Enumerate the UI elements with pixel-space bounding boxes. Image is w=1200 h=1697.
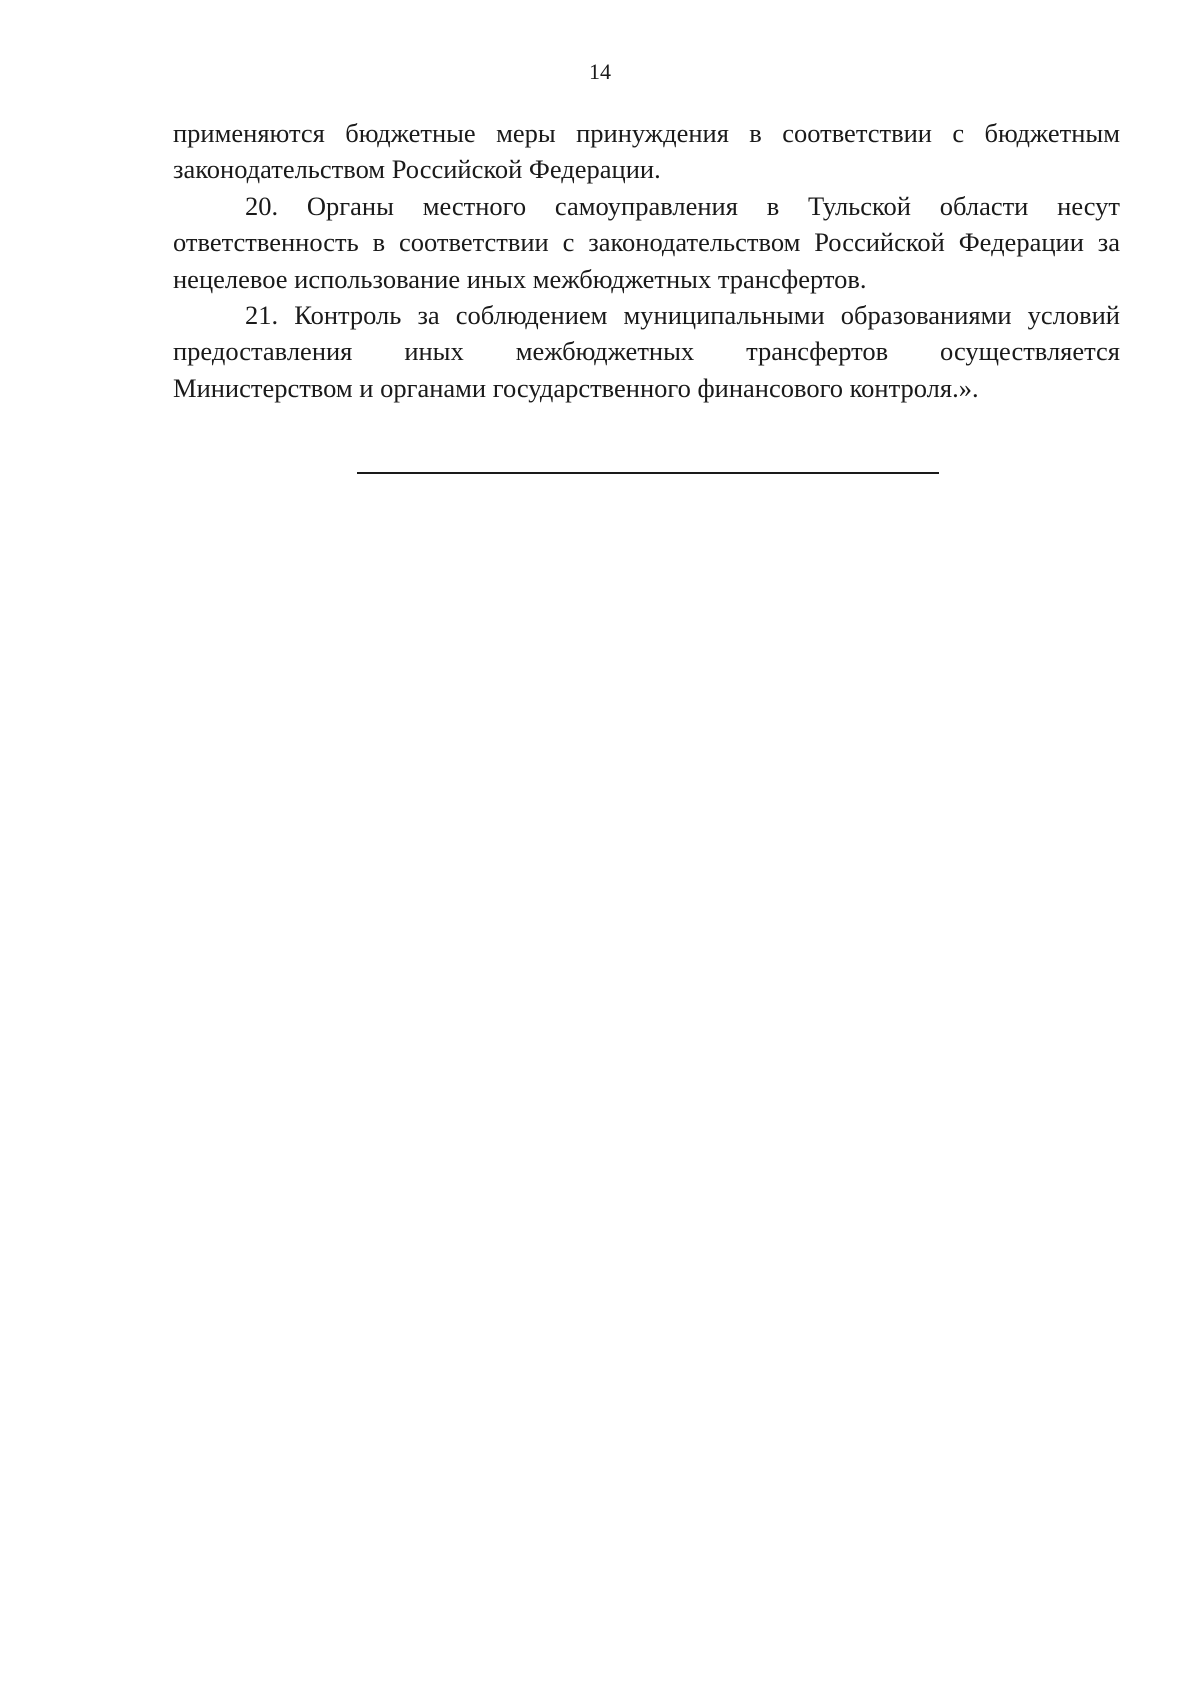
document-body — [173, 115, 1120, 406]
paragraph-item-21: 21. Контроль за соблюдением муниципальными образованиями условий предоставления иных межбюджетных трансфертов осуществляется Министерством и органами государственного финансового контроля.». — [173, 300, 1120, 403]
paragraph-continuation: применяются бюджетные меры принуждения в соответствии с бюджетным законодательством Российской Федерации. — [173, 118, 1120, 185]
paragraph-item-20: 20. Органы местного самоуправления в Тульской области несут ответственность в соответствии с законодательством Российской Федерации за нецелевое использование иных межбюджетных трансфертов. — [173, 190, 1120, 294]
page-number: 14 — [589, 59, 611, 84]
end-of-document-rule — [357, 472, 939, 474]
